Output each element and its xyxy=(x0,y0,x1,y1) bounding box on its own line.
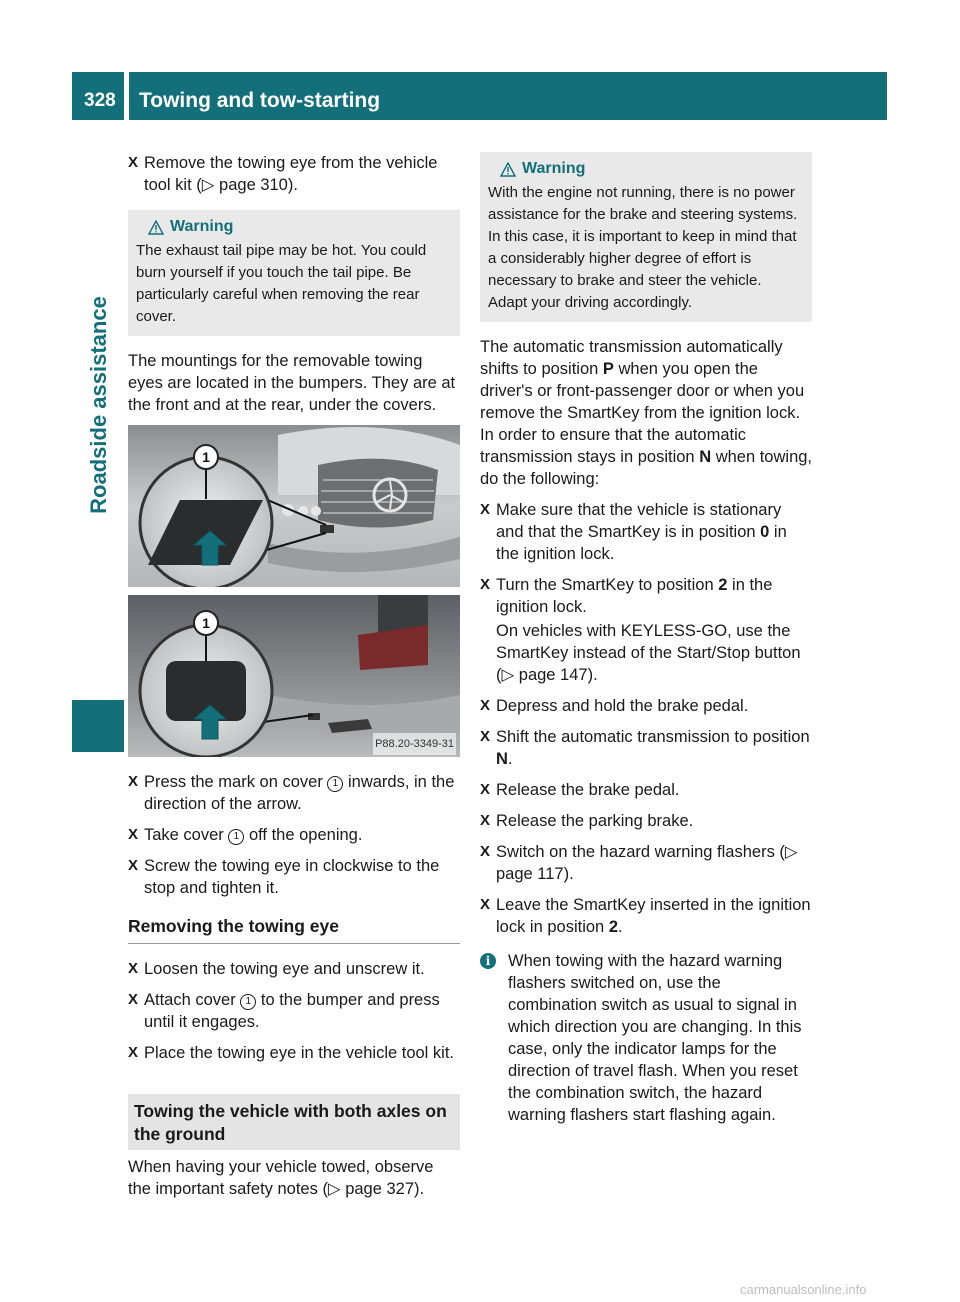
section-heading-both-axles: Towing the vehicle with both axles on the ground xyxy=(128,1094,460,1150)
left-column xyxy=(128,152,460,1209)
step-marker-icon: X xyxy=(128,960,139,977)
footer-watermark: carmanualsonline.info xyxy=(740,1282,867,1297)
step-attach-cover: X Attach cover 1 to the bumper and press until it engages. xyxy=(128,991,440,1031)
step-marker-icon: X xyxy=(128,857,139,874)
warning-title: Warning xyxy=(170,218,234,235)
step-marker-icon: X xyxy=(480,812,491,829)
warning-title: Warning xyxy=(522,160,586,177)
side-tab-label: Roadside assistance xyxy=(86,296,112,514)
svg-text:1: 1 xyxy=(202,449,210,465)
step-marker-icon: X xyxy=(128,826,139,843)
keyless-go-note: On vehicles with KEYLESS-GO, use the SmartKey instead of the Start/Stop button (▷ page 147). xyxy=(496,622,801,684)
warning-box-engine-off xyxy=(480,152,812,322)
warning-triangle-icon xyxy=(500,162,516,177)
step-stationary: X Make sure that the vehicle is stationary and that the SmartKey is in position 0 in the ignition lock. xyxy=(480,501,787,563)
step-marker-icon: X xyxy=(480,896,491,913)
step-marker-icon: X xyxy=(128,773,139,790)
step-loosen-eye: X Loosen the towing eye and unscrew it. xyxy=(128,960,425,978)
warning-triangle-icon xyxy=(148,220,164,235)
step-press-mark: X Press the mark on cover 1 inwards, in the direction of the arrow. xyxy=(128,773,455,813)
step-leave-smartkey: X Leave the SmartKey inserted in the ignition lock in position 2. xyxy=(480,896,811,936)
callout-1-icon: 1 xyxy=(327,776,343,792)
step-remove-towing-eye: X Remove the towing eye from the vehicle tool kit (▷ page 310). xyxy=(128,154,438,194)
right-column xyxy=(480,152,812,1126)
step-marker-icon: X xyxy=(128,991,139,1008)
step-marker-icon: X xyxy=(480,728,491,745)
chapter-title: Towing and tow-starting xyxy=(139,89,381,112)
page-number: 328 xyxy=(84,90,116,111)
subhead-removing-towing-eye: Removing the towing eye xyxy=(128,915,460,944)
svg-text:1: 1 xyxy=(202,615,210,631)
step-shift-n: X Shift the automatic transmission to position N. xyxy=(480,728,810,768)
step-marker-icon: X xyxy=(480,697,491,714)
front-bumper-image xyxy=(128,425,460,587)
towed-safety-note: When having your vehicle towed, observe the important safety notes (▷ page 327). xyxy=(128,1158,434,1198)
step-marker-icon: X xyxy=(480,781,491,798)
info-icon: i xyxy=(480,953,496,969)
step-turn-smartkey: X Turn the SmartKey to position 2 in the ignition lock. On vehicles with KEYLESS-GO, use the SmartKey instead of the Start/Stop button (▷ page 147). xyxy=(480,574,812,686)
step-release-parking-brake: X Release the parking brake. xyxy=(480,812,694,830)
warning-box-exhaust xyxy=(128,210,460,336)
step-hazard-flashers: X Switch on the hazard warning flashers (▷ page 117). xyxy=(480,843,798,883)
callout-1-icon: 1 xyxy=(228,829,244,845)
figure-code: P88.20-3349-31 xyxy=(373,733,456,755)
step-release-brake: X Release the brake pedal. xyxy=(480,781,680,799)
step-place-eye: X Place the towing eye in the vehicle tool kit. xyxy=(128,1044,455,1062)
step-depress-brake: X Depress and hold the brake pedal. xyxy=(480,697,749,715)
warning-text: With the engine not running, there is no power assistance for the brake and steering systems. In this case, it is important to keep in mind that a considerably higher degree of effort is necessary to brake and steer the vehicle. Adapt your driving accordingly. xyxy=(488,184,798,311)
mountings-paragraph: The mountings for the removable towing eyes are located in the bumpers. They are at the front and at the rear, under the covers. xyxy=(128,352,456,414)
step-marker-icon: X xyxy=(480,843,491,860)
header-separator xyxy=(124,72,129,120)
callout-1-icon: 1 xyxy=(240,994,256,1010)
step-take-cover: X Take cover 1 off the opening. xyxy=(128,826,363,844)
step-marker-icon: X xyxy=(128,154,139,171)
info-note-hazard: i When towing with the hazard warning flashers switched on, use the combination switch as usual to signal in which direction you are changing. In this case, only the indicator lamps for the direction of travel flash. When you reset the combination switch, the hazard warning flashers start flashing again. xyxy=(480,950,812,1126)
step-marker-icon: X xyxy=(480,576,491,593)
warning-text: The exhaust tail pipe may be hot. You could burn yourself if you touch the tail pipe. Be particularly careful when removing the rear cover. xyxy=(136,242,427,325)
step-marker-icon: X xyxy=(128,1044,139,1061)
step-screw-eye: X Screw the towing eye in clockwise to the stop and tighten it. xyxy=(128,857,440,897)
towing-eye-figure xyxy=(128,425,460,757)
auto-transmission-paragraph: The automatic transmission automatically shifts to position P when you open the driver's or front-passenger door or when you remove the SmartKey from the ignition lock. In order to ensure that the automatic transmission stays in position N when towing, do the following: xyxy=(480,338,813,488)
side-tab-marker xyxy=(72,700,124,752)
step-marker-icon: X xyxy=(480,501,491,518)
